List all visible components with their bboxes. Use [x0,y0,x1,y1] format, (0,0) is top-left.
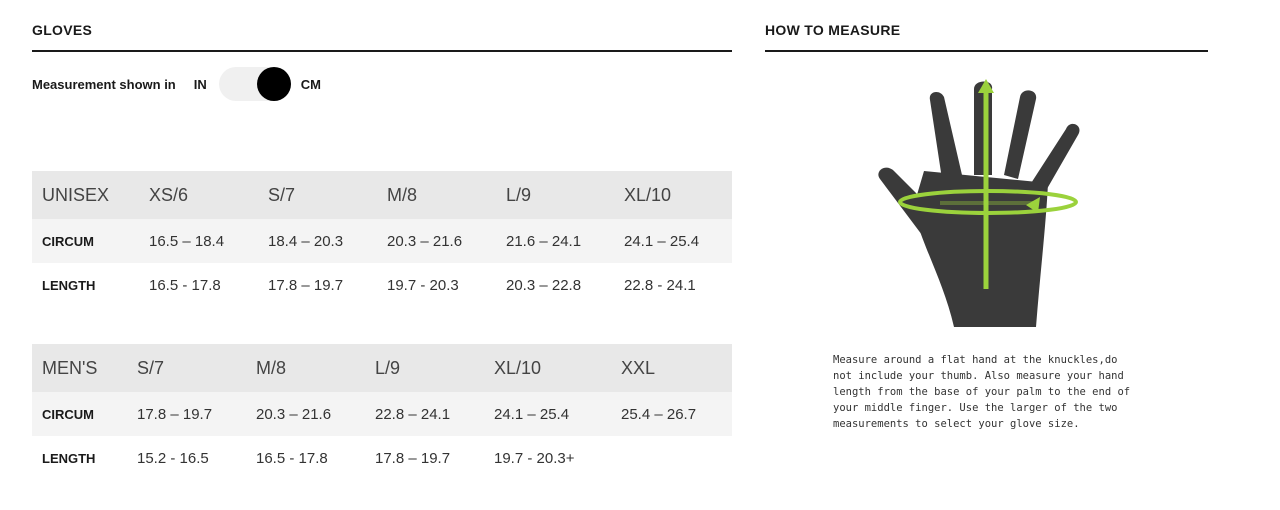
mens-size-table [32,344,732,480]
measure-instructions: Measure around a flat hand at the knuckles,do not include your thumb. Also measure your hand length from the base of your palm to the end of your middle finger. Use the larger of the two measurements to select your glove size. [833,354,1131,430]
table-cell: 24.1 – 25.4 [484,392,611,436]
unit-in-option[interactable]: IN [193,76,207,92]
table-header-cell: UNISEX [32,171,139,219]
table-cell: 20.3 – 21.6 [246,392,365,436]
table-cell: 16.5 - 17.8 [149,276,221,294]
table-header-cell: S/7 [258,171,377,219]
table-cell: 22.8 – 24.1 [365,392,484,436]
table-header-cell: MEN'S [32,344,127,392]
table-cell: 17.8 – 19.7 [127,392,246,436]
unit-selector [32,66,321,102]
glove-hand-icon [870,75,1090,335]
table-cell: 16.5 - 17.8 [256,449,328,467]
table-cell: 24.1 – 25.4 [614,219,732,263]
table-header-cell: XS/6 [139,171,258,219]
table-cell: 17.8 – 19.7 [268,276,344,294]
unit-toggle[interactable] [219,67,291,101]
table-row [32,219,732,263]
gloves-title: GLOVES [32,22,93,38]
table-cell: 15.2 - 16.5 [137,449,209,467]
how-to-measure-title: HOW TO MEASURE [765,22,901,38]
table-row [32,392,732,436]
row-label: CIRCUM [32,392,127,436]
row-label: CIRCUM [32,219,139,263]
how-to-measure-divider [765,50,1208,52]
table-header-cell: L/9 [365,344,484,392]
table-header-cell: S/7 [127,344,246,392]
table-cell: 16.5 – 18.4 [139,219,258,263]
table-header-cell: XXL [611,344,732,392]
table-cell: 21.6 – 24.1 [496,219,614,263]
table-cell: 19.7 - 20.3 [387,276,459,294]
table-header-cell: XL/10 [614,171,732,219]
table-header-cell: XL/10 [484,344,611,392]
table-cell: 20.3 – 22.8 [506,276,582,294]
table-row [32,263,732,307]
unisex-size-table [32,171,732,307]
table-header-row [32,171,732,219]
measurement-label: Measurement shown in [32,76,176,92]
table-cell: 25.4 – 26.7 [611,392,732,436]
table-cell: 22.8 - 24.1 [624,276,696,294]
table-cell: 19.7 - 20.3+ [494,449,575,467]
table-cell: 20.3 – 21.6 [377,219,496,263]
table-header-cell: M/8 [246,344,365,392]
table-header-row [32,344,732,392]
toggle-knob [257,67,291,101]
table-cell: 17.8 – 19.7 [375,449,451,467]
gloves-divider [32,50,732,52]
row-label: LENGTH [42,277,96,293]
table-row [32,436,732,480]
table-cell [611,436,732,480]
unit-cm-option[interactable]: CM [300,76,321,92]
table-header-cell: M/8 [377,171,496,219]
table-cell: 18.4 – 20.3 [258,219,377,263]
table-header-cell: L/9 [496,171,614,219]
row-label: LENGTH [42,450,96,466]
